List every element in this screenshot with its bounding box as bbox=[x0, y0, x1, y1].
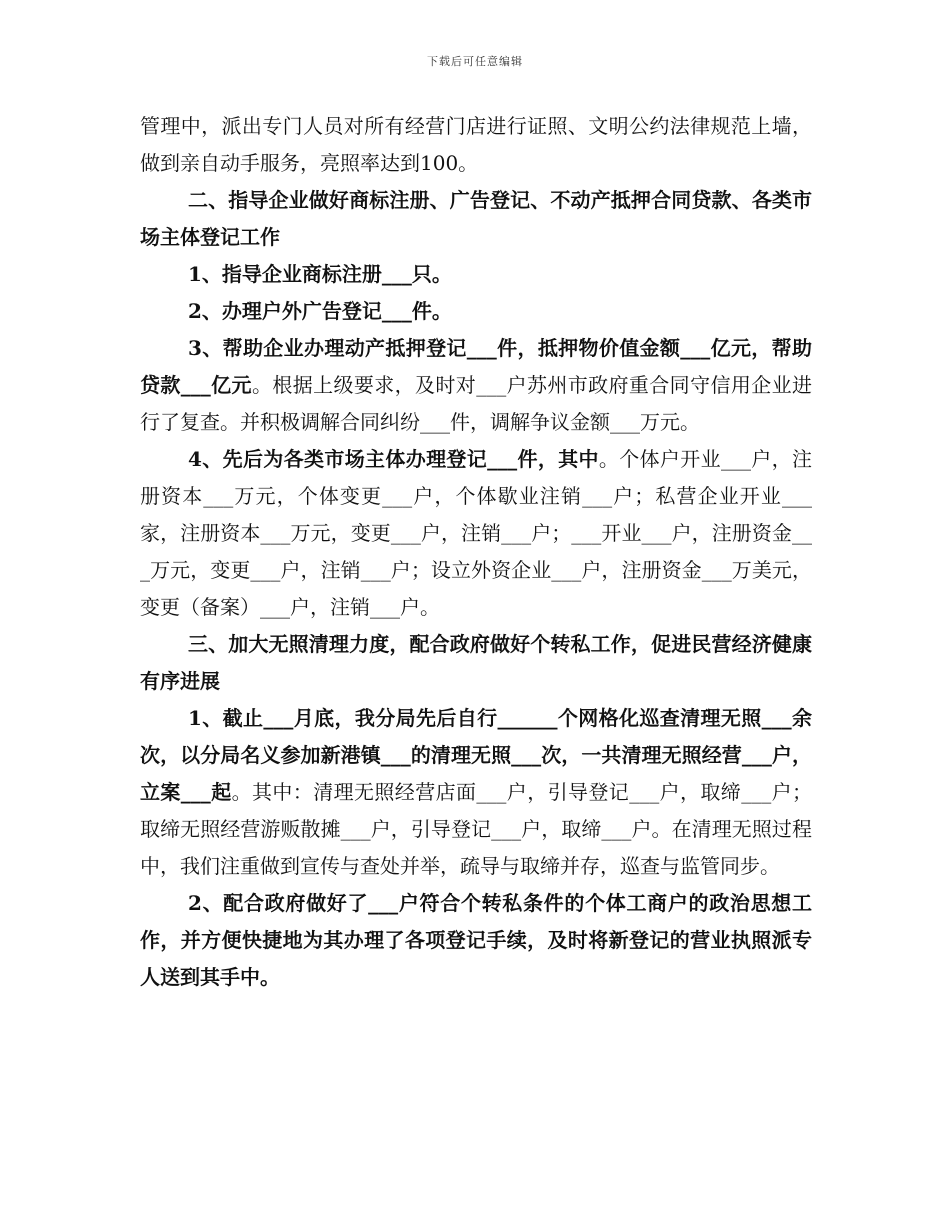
item-advertising: 2、办理户外广告登记___件。 bbox=[188, 299, 452, 323]
paragraph-1: 管理中，派出专门人员对所有经营门店进行证照、文明公约法律规范上墙，做到亲自动手服务，亮照率达到100。 bbox=[140, 114, 812, 175]
item-unlicensed-cleanup: 1、截止___月底，我分局先后自行______个网格化巡查清理无照___余次，以分局名义参加新港镇___的清理无照___次，一共清理无照经营___户，立案___起。其中：清理无照经营店面___户，引导登记___户，取缔___户；取缔无照经营游贩散摊___户，引导登记___户，取缔___户。在清理无照过程中，我们注重做到宣传与查处并举，疏导与取缔并存，巡查与监管同步。 bbox=[140, 706, 813, 878]
section-heading-2: 二、指导企业做好商标注册、广告登记、不动产抵押合同贷款、各类市场主体登记工作 bbox=[140, 188, 812, 249]
page-header: 下载后可任意编辑 bbox=[427, 55, 523, 68]
section-heading-3: 三、加大无照清理力度，配合政府做好个转私工作，促进民营经济健康有序进展 bbox=[140, 632, 812, 693]
item-conversion: 2、配合政府做好了___户符合个转私条件的个体工商户的政治思想工作，并方便快捷地为其办理了各项登记手续，及时将新登记的营业执照派专人送到其手中。 bbox=[140, 891, 812, 989]
item-registration: 4、先后为各类市场主体办理登记___件，其中。个体户开业___户，注册资本___万元，个体变更___户，个体歇业注销___户；私营企业开业___家，注册资本___万元，变更___户，注销___户；___开业___户，注册资金___万元，变更___户，注销___户；设立外资企业___户，注册资金___万美元，变更（备案）___户，注销___户。 bbox=[140, 447, 813, 619]
document-body bbox=[140, 108, 812, 996]
item-trademark: 1、指导企业商标注册___只。 bbox=[188, 262, 452, 286]
item-mortgage: 3、帮助企业办理动产抵押登记___件，抵押物价值金额___亿元，帮助贷款___亿元。根据上级要求，及时对___户苏州市政府重合同守信用企业进行了复查。并积极调解合同纠纷___件，调解争议金额___万元。 bbox=[140, 336, 813, 434]
